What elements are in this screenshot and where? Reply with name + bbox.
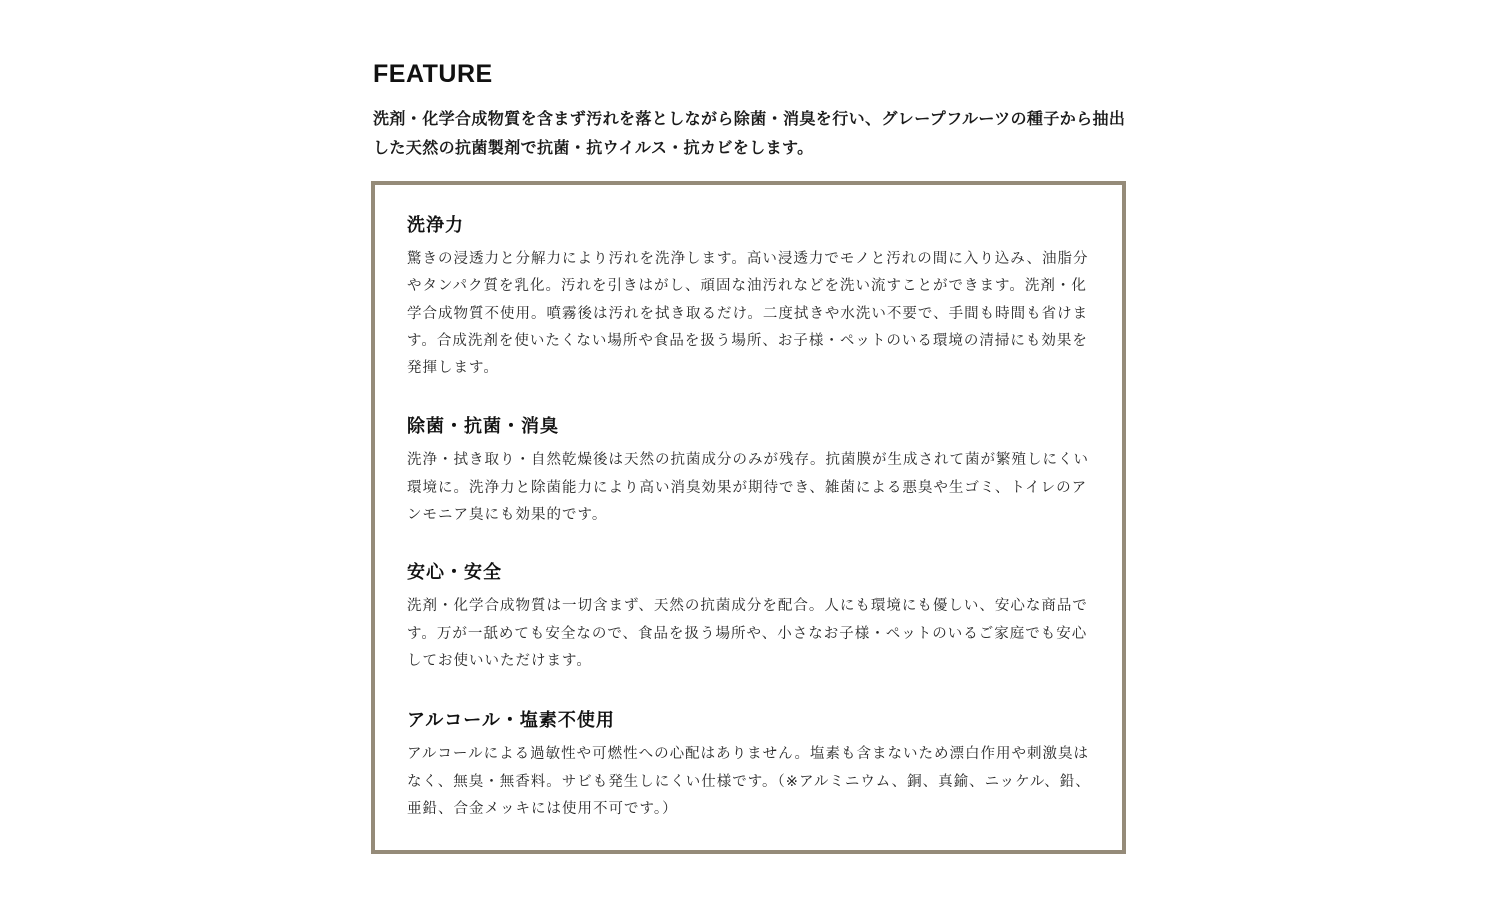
section-intro: 洗剤・化学合成物質を含まず汚れを落としながら除菌・消臭を行い、グレープフルーツの種子から抽出した天然の抗菌製剤で抗菌・抗ウイルス・抗カビをします。	[373, 109, 1126, 157]
section-title: FEATURE	[373, 60, 493, 88]
feature-item-cleaning	[407, 213, 1098, 382]
feature-heading: 安心・安全	[407, 562, 502, 584]
feature-item-safety	[407, 560, 1098, 675]
feature-body: 驚きの浸透力と分解力により汚れを洗浄します。高い浸透力でモノと汚れの間に入り込み、油脂分やタンパク質を乳化。汚れを引きはがし、頑固な油汚れなどを洗い流すことができます。洗剤・化学合成物質不使用。噴霧後は汚れを拭き取るだけ。二度拭きや水洗い不要で、手間も時間も省けます。合成洗剤を使いたくない場所や食品を扱う場所、お子様・ペットのいる環境の清掃にも効果を発揮します。	[407, 251, 1089, 377]
feature-section	[373, 60, 1128, 162]
feature-body: 洗剤・化学合成物質は一切含まず、天然の抗菌成分を配合。人にも環境にも優しい、安心な商品です。万が一舐めても安全なので、食品を扱う場所や、小さなお子様・ペットのいるご家庭でも安心してお使いいただけます。	[407, 598, 1088, 669]
feature-item-sterilization	[407, 414, 1098, 529]
feature-box	[371, 181, 1126, 854]
feature-body: アルコールによる過敏性や可燃性への心配はありません。塩素も含まないため漂白作用や刺激臭はなく、無臭・無香料。サビも発生しにくい仕様です。（※アルミニウム、銅、真鍮、ニッケル、鉛、亜鉛、合金メッキには使用不可です。）	[407, 746, 1091, 817]
feature-heading: アルコール・塩素不使用	[407, 710, 615, 732]
feature-heading: 洗浄力	[407, 215, 464, 236]
feature-heading: 除菌・抗菌・消臭	[407, 416, 559, 438]
feature-item-alcohol-chlorine-free	[407, 708, 1098, 823]
feature-body: 洗浄・拭き取り・自然乾燥後は天然の抗菌成分のみが残存。抗菌膜が生成されて菌が繁殖しにくい環境に。洗浄力と除菌能力により高い消臭効果が期待でき、雑菌による悪臭や生ゴミ、トイレのアンモニア臭にも効果的です。	[407, 452, 1089, 524]
